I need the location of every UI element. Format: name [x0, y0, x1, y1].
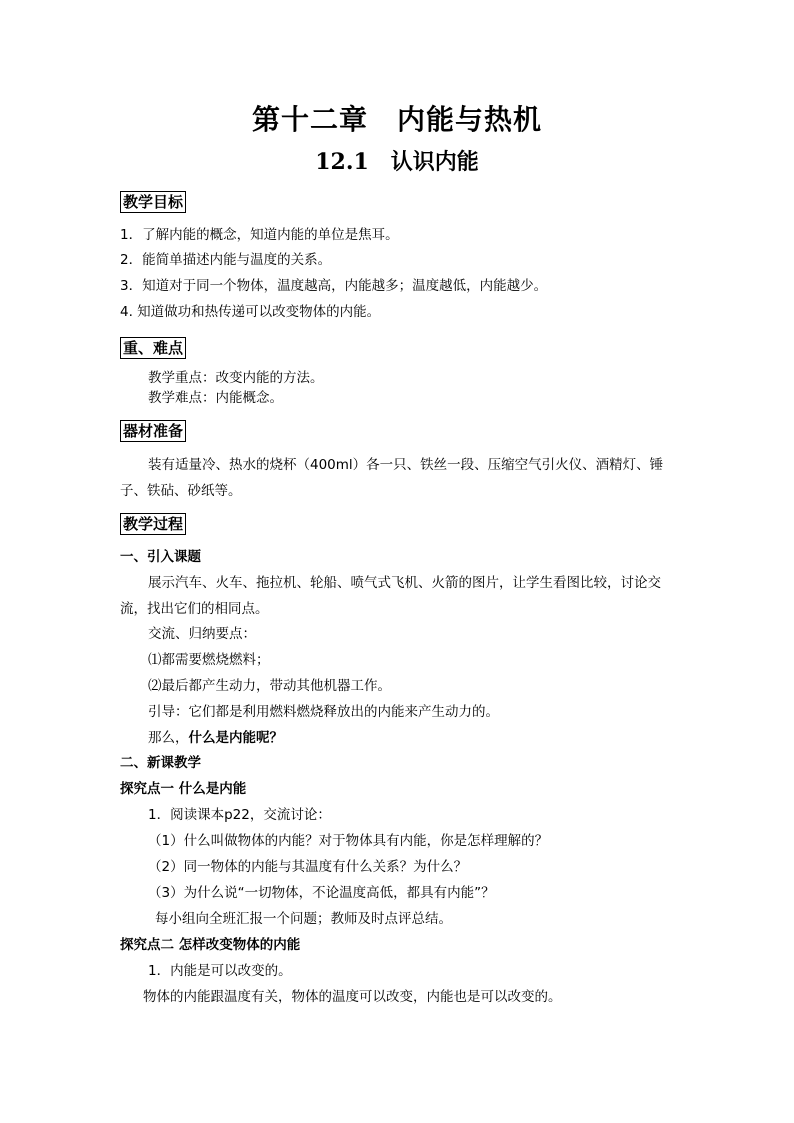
part1-line-7-lead: 那么，	[148, 730, 189, 746]
explore1-question-1: （1）什么叫做物体的内能？对于物体具有内能，你是怎样理解的？	[148, 833, 549, 849]
part1-line-1: 展示汽车、火车、拖拉机、轮船、喷气式飞机、火箭的图片，让学生看图比较，讨论交	[148, 575, 661, 591]
explore1-question-2: （2）同一物体的内能与其温度有什么关系？为什么？	[148, 859, 468, 875]
explore2-line-1: 1．内能是可以改变的。	[148, 963, 292, 979]
part2-title: 二、新课教学	[120, 755, 201, 771]
goals-heading: 教学目标	[120, 191, 186, 213]
part1-line-6: 引导：它们都是利用燃料燃烧释放出的内能来产生动力的。	[148, 704, 499, 720]
part1-line-7-question: 什么是内能呢？	[188, 730, 283, 746]
explore1-line-1: 1．阅读课本p22，交流讨论：	[148, 807, 331, 823]
goal-item-4: 4. 知道做功和热传递可以改变物体的内能。	[120, 304, 381, 320]
part1-line-5: ⑵最后都产生动力，带动其他机器工作。	[148, 678, 391, 694]
part1-title: 一、引入课题	[120, 549, 201, 565]
explore1-title: 探究点一 什么是内能	[120, 781, 247, 797]
goal-item-2: 2．能简单描述内能与温度的关系。	[120, 252, 332, 268]
process-heading: 教学过程	[120, 513, 186, 535]
chapter-title: 第十二章 内能与热机	[251, 103, 542, 136]
explore1-question-3: （3）为什么说“一切物体，不论温度高低，都具有内能”？	[148, 885, 495, 901]
part1-line-7	[148, 729, 283, 747]
materials-line-1: 装有适量冷、热水的烧杯（400ml）各一只、铁丝一段、压缩空气引火仪、酒精灯、锤	[148, 457, 664, 473]
teaching-difficulty: 教学难点：内能概念。	[148, 390, 283, 406]
goal-item-3: 3．知道对于同一个物体，温度越高，内能越多；温度越低，内能越少。	[120, 278, 548, 294]
part1-line-4: ⑴都需要燃烧燃料；	[148, 652, 270, 668]
section-title: 12.1 认识内能	[315, 149, 479, 175]
goal-item-1: 1．了解内能的概念，知道内能的单位是焦耳。	[120, 227, 399, 243]
keypoints-heading: 重、难点	[120, 337, 186, 359]
materials-heading: 器材准备	[120, 420, 186, 442]
part1-line-2: 流，找出它们的相同点。	[120, 601, 269, 617]
explore2-title: 探究点二 怎样改变物体的内能	[120, 937, 301, 953]
part1-line-3: 交流、归纳要点：	[148, 626, 256, 642]
teaching-focus: 教学重点：改变内能的方法。	[148, 370, 324, 386]
materials-line-2: 子、铁砧、砂纸等。	[120, 483, 242, 499]
explore1-line-2: 每小组向全班汇报一个问题；教师及时点评总结。	[155, 911, 452, 927]
explore2-line-2: 物体的内能跟温度有关，物体的温度可以改变，内能也是可以改变的。	[143, 989, 562, 1005]
